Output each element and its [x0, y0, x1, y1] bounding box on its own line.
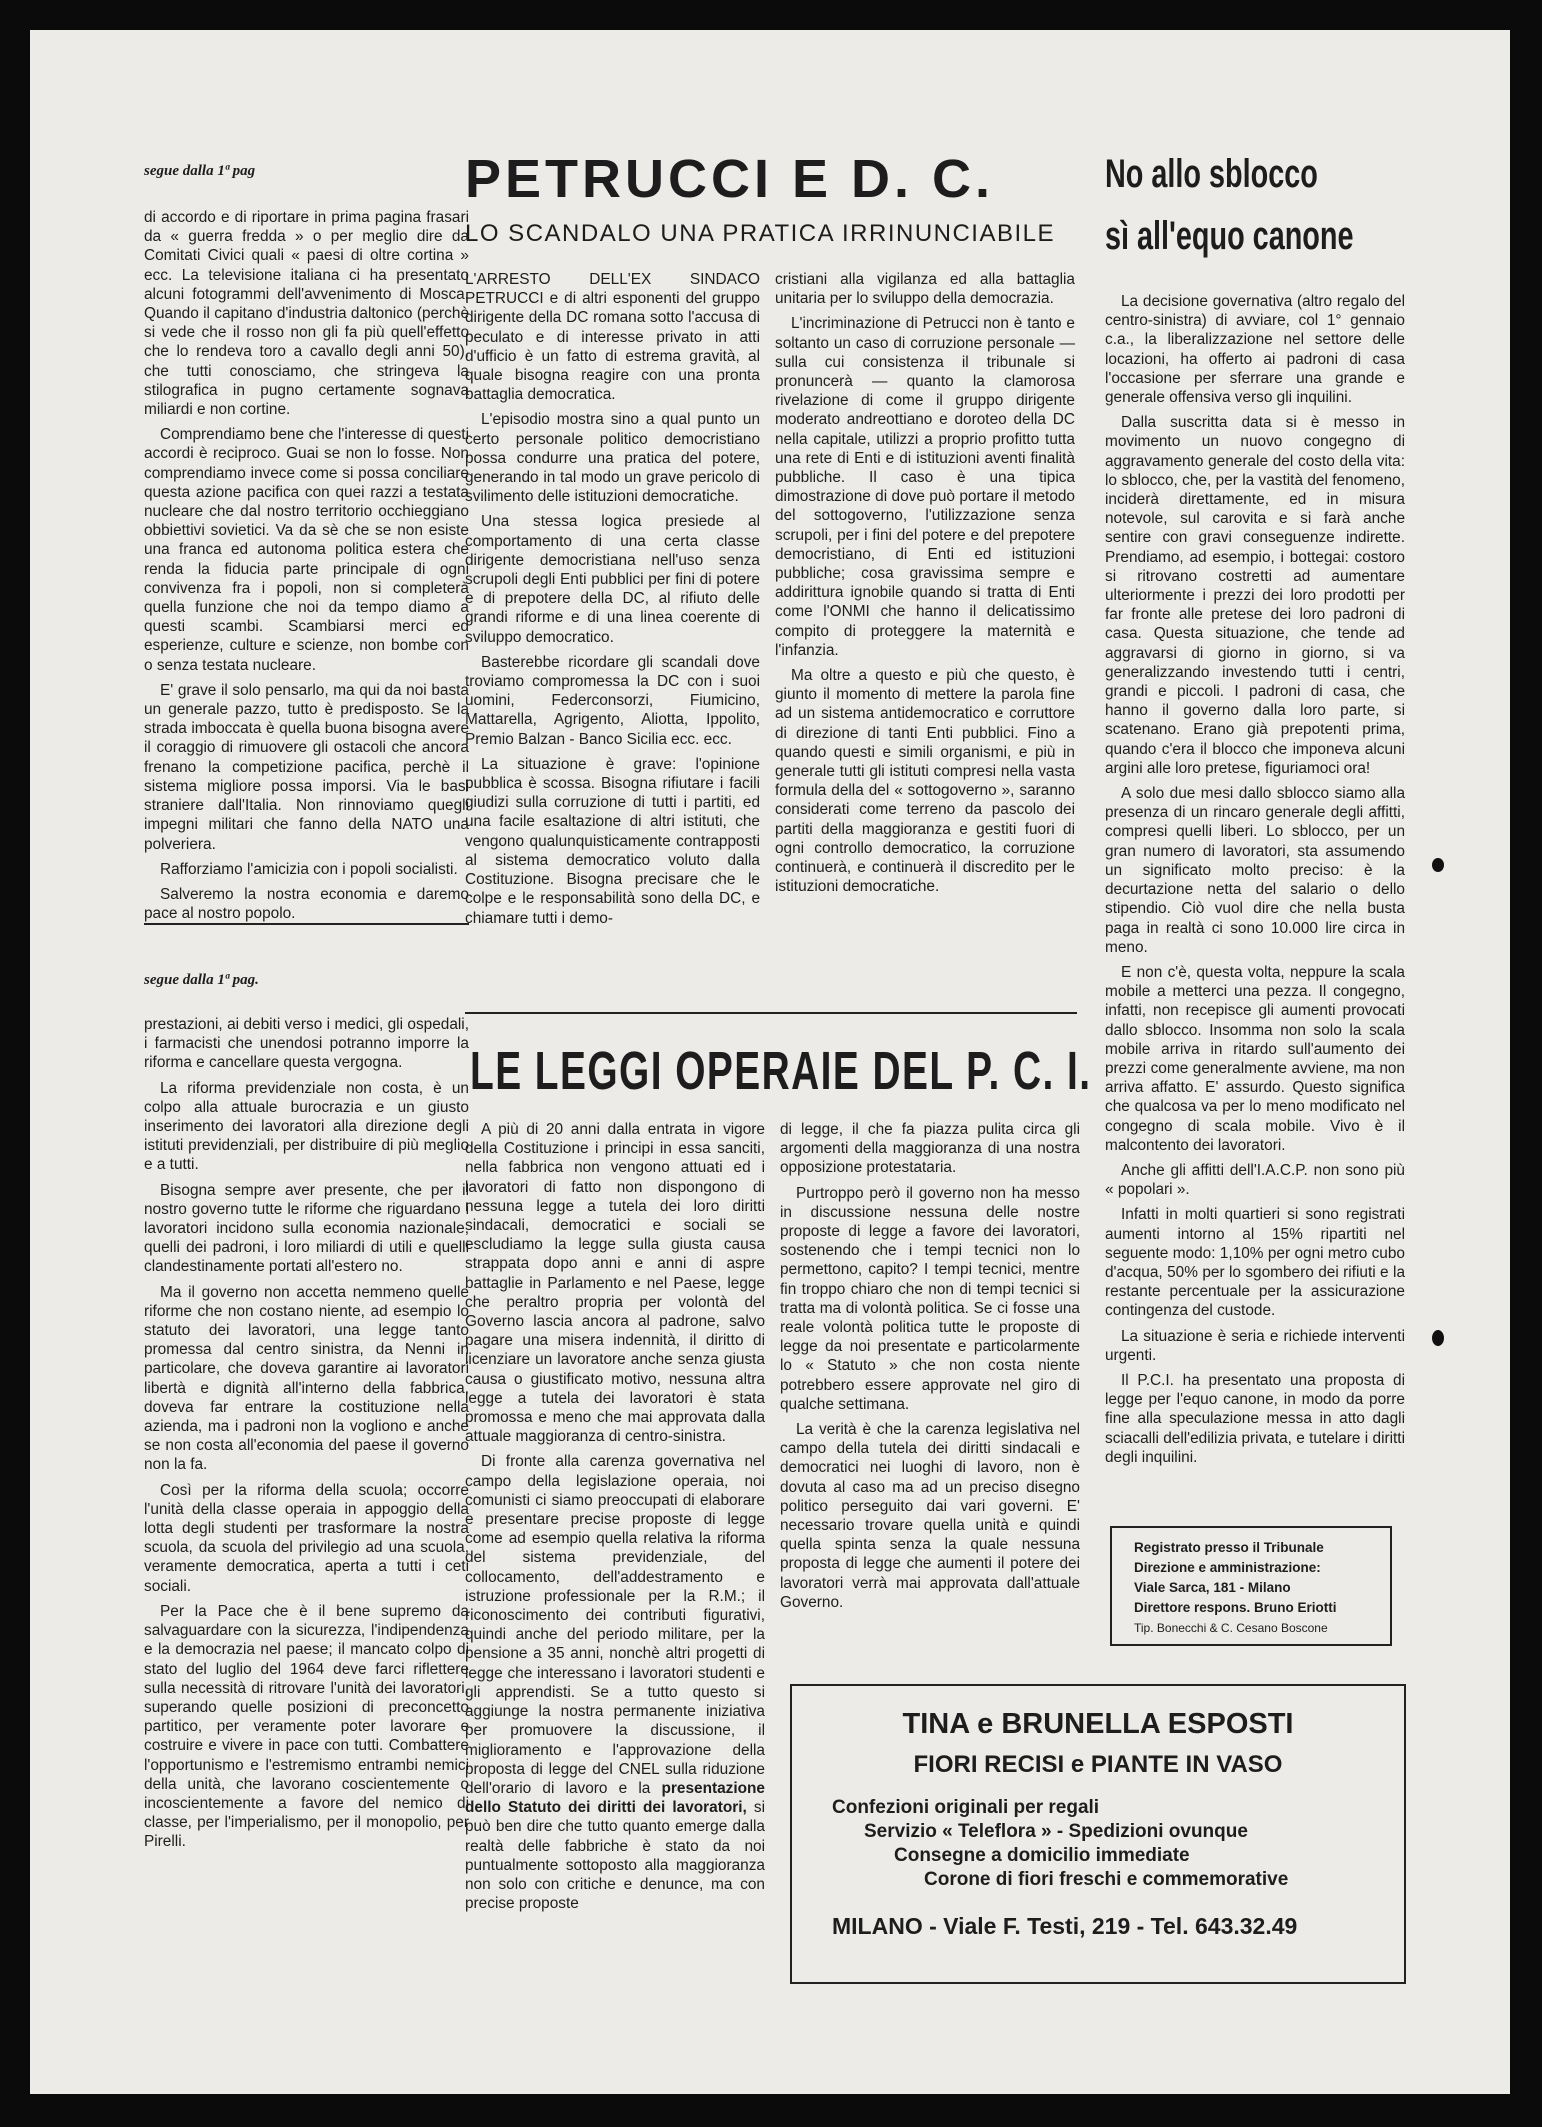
ad-line: Corone di fiori freschi e commemorative — [924, 1869, 1289, 1890]
divider — [144, 923, 469, 925]
ad-address: MILANO - Viale F. Testi, 219 - Tel. 643.32.49 — [832, 1913, 1298, 1939]
paragraph: Una stessa logica presiede al comportamento di una certa classe dirigente democristiana nell'uso senza scrupoli degli Enti pubblici per fini di potere e di prepotere della DC, al rifiuto delle grandi riforme e di una linea coerente di sviluppo democratico. — [465, 513, 760, 646]
leggi-column-2 — [780, 1120, 1080, 1618]
newspaper-page — [30, 30, 1510, 2094]
paragraph: L'episodio mostra sino a qual punto un certo personale politico democristiano possa condurre una pratica del potere, generando in tal modo un grave pericolo di svilimento delle istituzioni democratiche. — [465, 411, 760, 506]
paragraph: A solo due mesi dallo sblocco siamo alla presenza di un rincaro generale degli affitti, compresi quelli liberi. Lo sblocco, per un gran numero di lavoratori, sta assumendo un significato molto preciso: è la decurtazione netta del salario o dello stipendio. Ciò vuol dire che nella busta paga in realtà ci sono 10.000 lire circa in meno. — [1105, 785, 1405, 956]
leggi-column-1 — [465, 1120, 765, 1919]
advertisement-box — [790, 1684, 1406, 1984]
paragraph-tail: si può ben dire che tutto quanto emerge dalla realtà delle fabbriche è stato da noi puntualmente sottoposto alla maggioranza non solo con critiche e denunce, ma con precise proposte — [465, 1799, 765, 1913]
subheadline-petrucci: LO SCANDALO UNA PRATICA IRRINUNCIABILE — [465, 220, 1056, 247]
registration-line: Direzione e amministrazione: — [1134, 1560, 1321, 1575]
ad-tagline: FIORI RECISI e PIANTE IN VASO — [913, 1751, 1283, 1778]
paragraph: Rafforziamo l'amicizia con i popoli socialisti. — [160, 860, 458, 878]
ad-line: Consegne a domicilio immediate — [894, 1845, 1190, 1866]
article-continuation-bottom — [144, 1015, 469, 1858]
paragraph: E non c'è, questa volta, neppure la scala mobile a metterci una pezza. Il congegno, infatti, non recepisce gli aumenti provocati dallo sblocco. Insomma non solo la scala mobile arriva in ritardo sull'aumento dei prezzi come generalmente avviene, ma non arriva affatto. E' assurdo. Questo significa che qualcosa va per lo meno modificato nel congegno di scala mobile. Vivo è il malcontento dei lavoratori. — [1105, 963, 1405, 1154]
paragraph: Di fronte alla carenza governativa nel campo della legislazione operaia, noi comunisti ci siamo preoccupati di elaborare e presentare precise proposte di legge come ad esempio quella relativa la riforma del sistema previdenziale, del collocamento, dell'addestramento e istruzione professionale per la R.M.; il riconoscimento dei contributi figurativi, quindi anche del periodo militare, per la pensione a 35 anni, nonchè altri progetti di legge che interessano i lavoratori studenti e gli apprendisti. Se a tutto questo si aggiunge la nostra permanente iniziativa per promuovere la discussione, il miglioramento e l'approvazione della proposta di legge del CNEL sulla riduzione dell'orario di lavoro e la — [465, 1453, 765, 1797]
ad-line: Servizio « Teleflora » - Spedizioni ovunque — [864, 1821, 1248, 1842]
headline-sblocco-1: No allo sblocco — [1105, 152, 1318, 196]
paragraph: di legge, il che fa piazza pulita circa gli argomenti della maggioranza di una nostra opposizione protestataria. — [780, 1121, 1080, 1177]
registration-line: Registrato presso il Tribunale — [1134, 1540, 1324, 1555]
registration-line: Viale Sarca, 181 - Milano — [1134, 1580, 1291, 1595]
paragraph: cristiani alla vigilanza ed alla battaglia unitaria per lo sviluppo della democrazia. — [775, 271, 1075, 308]
paragraph: La verità è che la carenza legislativa nel campo della tutela dei diritti sindacali e democratici nei luoghi di lavoro, non è dovuta al caso ma ad un preciso disegno politico perseguito dai vari governi. E' necessario trovare quella unità e quindi quella spinta senza la quale nessuna proposta di legge che aumenti il potere dei lavoratori verrà mai approvata dall'attuale Governo. — [780, 1421, 1080, 1611]
petrucci-column-2 — [775, 270, 1075, 903]
paragraph: Salveremo la nostra economia e daremo pace al nostro popolo. — [144, 885, 469, 923]
bold-phrase: presentazione dello Statuto dei diritti dei lavoratori, — [465, 1779, 765, 1817]
paragraph: Per la Pace che è il bene supremo da salvaguardare con la sicurezza, l'indipendenza e la democrazia nel paese; il mancato colpo di stato del luglio del 1964 deve farci riflettere sulla necessità di ritrovare l'unità dei lavoratori, superando quelle posizioni di preconcetto partitico, per veramente poter lavorare e costruire e vivere in pace con tutti. Combattere l'opportunismo e l'estremismo entrambi nemici della unità, che lavorano coscientemente o incoscientemente a favore del nemico di classe, per l'imperialismo, per il monopolio, per Pirelli. — [144, 1602, 469, 1851]
paragraph: prestazioni, ai debiti verso i medici, gli ospedali, i farmacisti che unendosi potranno imporre la riforma e cancellare questa vergogna. — [144, 1016, 469, 1072]
paragraph: Basterebbe ricordare gli scandali dove troviamo compromessa la DC con i suoi uomini, Federconsorzi, Fiumicino, Mattarella, Agrigento, Aliotta, Ippolito, Premio Balzan - Banco Sicilia ecc. ecc. — [465, 653, 760, 748]
printer-line: Tip. Bonecchi & C. Cesano Boscone — [1134, 1621, 1328, 1635]
headline-sblocco-2: sì all'equo canone — [1105, 214, 1354, 258]
petrucci-column-1 — [465, 270, 760, 934]
ink-speck — [1432, 858, 1444, 872]
paragraph: A più di 20 anni dalla entrata in vigore della Costituzione i principi in essa sanciti, nella fabbrica non vengono attuati ed i lavoratori di fatto non dispongono di nessuna legge a tutela dei loro diritti sindacali, democratici e sociali se escludiamo la legge sulla giusta causa strappata dopo anni e anni di aspre battaglie in Parlamento e nel Paese, legge che peraltro propria per volontà del Governo lascia ancora al padrone, salvo pagare una misera indennità, il diritto di licenziare un lavoratore anche senza giusta causa o giustificato motivo, nessuna altra legge a tutela dei lavoratori è stata promossa e meno che mai approvata dalla attuale maggioranza di centro-sinistra. — [465, 1121, 765, 1446]
continued-label-bottom: segue dalla 1ª pag. — [144, 972, 259, 988]
paragraph: E' grave il solo pensarlo, ma qui da noi basta un generale pazzo, tutto è predisposto. Se la strada imboccata è quella buona bisogna avere il coraggio di rimuovere gli ostacoli che ancora frenano la competizione pacifica, perchè il sistema migliore possa imporsi. Via le basi straniere dall'Italia. Non rinnoviamo quegli impegni militari che fanno della NATO una polveriera. — [144, 681, 469, 853]
ink-speck — [1432, 1330, 1444, 1346]
paragraph: di accordo e di riportare in prima pagina frasari da « guerra fredda » o per meglio dire da Comitati Civici quali « paesi di oltre cortina » ecc. La televisione italiana ci ha presentato alcuni fotogrammi dell'avvenimento di Mosca. Quando il capitano d'industria daltonico (perchè si vede che il rosso non gli fa più quell'effetto che lo rendeva toro a cavallo degli anni 50), che tutti conosciamo, che stringeva la stilografica in pugno certamente sognava miliardi e non cortine. — [144, 209, 469, 419]
divider — [465, 1012, 1077, 1014]
headline-leggi: LE LEGGI OPERAIE DEL P. C. I. — [470, 1041, 1092, 1101]
paragraph: Ma oltre a questo e più che questo, è giunto il momento di mettere la parola fine ad un sistema antidemocratico e corruttore di direzione di tanti Enti pubblici. Fino a quando questi e simili organismi, e più in generale tutti gli istituti compresi nella vasta formula della del « sottogoverno », saranno considerati come terreno da pascolo dei partiti della maggioranza e gestiti fuori di ogni controllo democratico, la corruzione continuerà, e continuerà il discredito per le istituzioni democratiche. — [775, 667, 1075, 896]
registration-box — [1110, 1526, 1392, 1646]
paragraph: La decisione governativa (altro regalo del centro-sinistra) di avviare, col 1° gennaio c.a., la liberalizzazione nel settore delle locazioni, ha offerto ai padroni di casa l'occasione per sferrare una grande e generale offensiva verso gli inquilini. — [1105, 293, 1405, 407]
article-continuation-top — [144, 208, 469, 929]
paragraph: Bisogna sempre aver presente, che per il nostro governo tutte le riforme che riguardano i lavoratori incidono sulla economia nazionale, quelli dei padroni, i loro miliardi di utili e quelli clandestinamente portati all'estero no. — [144, 1181, 469, 1276]
paragraph: Comprendiamo bene che l'interesse di questi accordi è reciproco. Guai se non lo fosse. Non comprendiamo invece come si possa conciliare questa azione pacifica con quei razzi a testata nucleare che dal nostro territorio occhieggiano obbiettivi sovietici. Va da sè che se non esiste una franca ed autonoma politica estera che renda la fiducia parte principale di ogni convivenza fra i popoli, non si completerà quella funzione che noi da tempo diamo a questi scambi. Scambiarsi merci ed esperienze, culture e scienze, non bombe con o senza testata nucleare. — [144, 426, 469, 674]
paragraph: La situazione è grave: l'opinione pubblica è scossa. Bisogna rifiutare i facili giudizi sulla corruzione di tutti i partiti, ed una facile esaltazione di altri istituti, che vengono qualunquisticamente contrapposti al sistema democratico voluto dalla Costituzione. Bisogna precisare che le colpe e le responsabilità sono della DC, e chiamare tutti i demo- — [465, 755, 760, 927]
paragraph: L'ARRESTO DELL'EX SINDACO PETRUCCI e di altri esponenti del gruppo dirigente della DC romana sotto l'accusa di peculato e di interesse privato in atti d'ufficio è un fatto di estrema gravità, al quale bisogna reagire con una pronta battaglia democratica. — [465, 271, 760, 404]
paragraph: Anche gli affitti dell'I.A.C.P. non sono più « popolari ». — [1105, 1161, 1405, 1199]
ad-line: Confezioni originali per regali — [832, 1797, 1100, 1818]
paragraph: L'incriminazione di Petrucci non è tanto e soltanto un caso di corruzione personale — sulla cui consistenza il tribunale si pronuncerà — quanto la clamorosa rivelazione di come il gruppo dirigente moderato andreottiano e doroteo della DC nella capitale, utilizzi a proprio profitto tutta una rete di Enti e di istituzioni aventi finalità pubbliche. Il caso è una tipica dimostrazione di dove può portare il metodo del sottogoverno, l'utilizzazione senza scrupoli, per i fini del potere e del prepotere democristiano, di Enti ed istituzioni pubbliche; cosa gravissima sempre e addirittura ignobile quando si tratta di Enti come l'ONMI che hanno il delicatissimo compito di proteggere la maternità e l'infanzia. — [775, 315, 1075, 659]
paragraph: Purtroppo però il governo non ha messo in discussione nessuna delle nostre proposte di legge a favore dei lavoratori, sostenendo che i tempi tecnici non lo permettono, capito? I tempi tecnici, mentre fin troppo chiaro che non di tempi tecnici si tratta ma di volontà politica. Se ci fosse una reale volontà politica tutte le proposte di legge da noi presentate e particolarmente lo « Statuto » che non costa niente potrebbero essere approvate nel giro di qualche settimana. — [780, 1184, 1080, 1413]
ad-business-name: TINA e BRUNELLA ESPOSTI — [902, 1708, 1294, 1740]
paragraph: La riforma previdenziale non costa, è un colpo alla attuale burocrazia e un giusto inserimento dei lavoratori alla direzione degli istituti previdenziali, per distribuire di più meglio e a tutti. — [144, 1079, 469, 1174]
paragraph: Il P.C.I. ha presentato una proposta di legge per l'equo canone, in modo da porre fine alla speculazione messa in atto dagli sciacalli dell'edilizia privata, e tutelare i diritti degli inquilini. — [1105, 1371, 1405, 1466]
paragraph: Dalla suscritta data si è messo in movimento un nuovo congegno di aggravamento generale del costo della vita: lo sblocco, che, per la vastità del fenomeno, inciderà direttamente, ed in misura notevole, sul carovita e si farà anche sentire con gravi conseguenze indirette. Prendiamo, ad esempio, i bottegai: costoro si ritrovano costretti ad aumentare ulteriormente i prezzi dei loro prodotti per far fronte alle pretese dei loro padroni di casa. Questa situazione, che tende ad aggravarsi di giorno in giorno, si va generalizzando investendo tutti i centri, grandi e piccoli. I padroni di casa, che hanno il governo dalla loro parte, si scatenano. Erano già prepotenti prima, quando c'era il blocco che imponeva alcuni argini alle loro pretese, figuriamoci ora! — [1105, 414, 1405, 777]
registration-line: Direttore respons. Bruno Eriotti — [1134, 1600, 1337, 1615]
paragraph: Così per la riforma della scuola; occorre l'unità della classe operaia in appoggio della lotta degli studenti per trasformare la nostra scuola, da scuola del privilegio ad una scuola, veramente democratica, aperta a tutti i ceti sociali. — [144, 1481, 469, 1595]
continued-label-top: segue dalla 1ª pag — [144, 163, 256, 179]
paragraph: Ma il governo non accetta nemmeno quelle riforme che non costano niente, ad esempio lo statuto dei lavoratori, una legge tanto promessa dal centro sinistra, da Nenni in particolare, che doveva garantire ai lavoratori libertà e dignità all'interno della fabbrica, doveva far entrare la costituzione nella azienda, ma i padroni non la vogliono e anche se non costa all'economia del paese il governo non la fa. — [144, 1283, 469, 1474]
paragraph: Infatti in molti quartieri si sono registrati aumenti intorno al 15% ripartiti nel seguente modo: 1,10% per ogni metro cubo d'acqua, 50% per lo sgombero dei rifiuti e la restante percentuale per la assicurazione contingenza del custode. — [1105, 1206, 1405, 1320]
headline-petrucci: PETRUCCI E D. C. — [465, 149, 995, 209]
sblocco-article — [1105, 292, 1405, 1473]
paragraph: La situazione è seria e richiede interventi urgenti. — [1105, 1327, 1405, 1364]
